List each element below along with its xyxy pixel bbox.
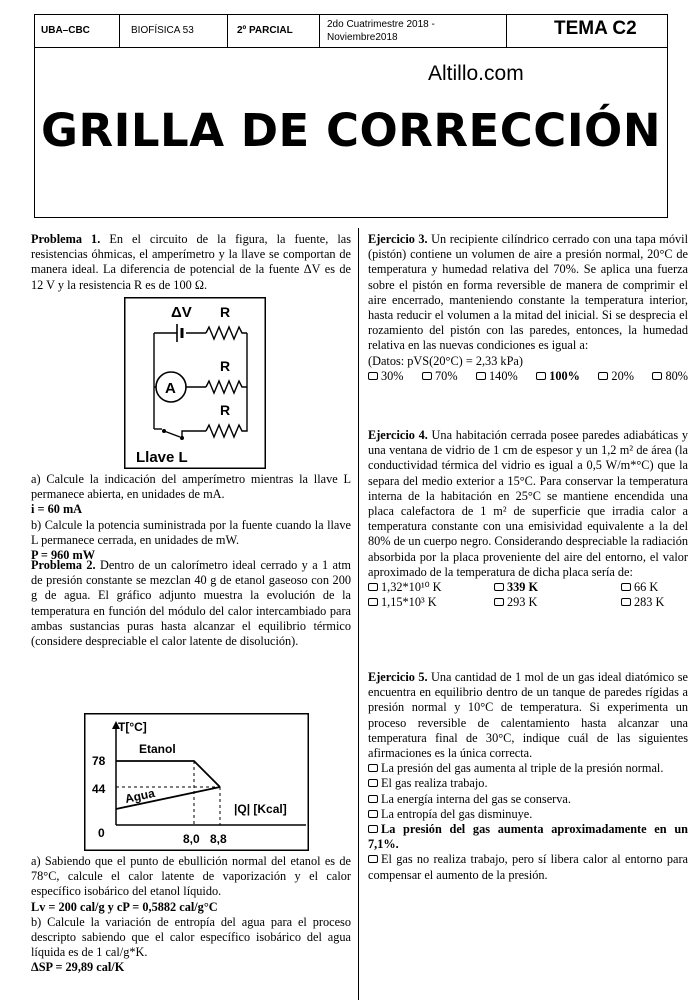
ejercicio-4-options: [368, 580, 688, 610]
option[interactable]: 283 K: [621, 595, 688, 610]
x-tick-8-0: 8,0: [183, 832, 200, 846]
ejercicio-4-heading: Ejercicio 4.: [368, 428, 428, 442]
ejercicio-4: [368, 428, 688, 610]
problema-2-question-b: b) Calcule la variación de entropía del agua para el proceso descripto sabiendo que el calor específico isobárico del agua líquida es de 1 cal/g*K.: [31, 914, 351, 960]
problema-1-questions: [31, 472, 351, 563]
watermark: Altillo.com: [428, 62, 524, 85]
period: [327, 18, 487, 44]
ejercicio-3-text: Un recipiente cilíndrico cerrado con una tapa móvil (pistón) contiene un volumen de aire a presión normal, 20°C de temperatura y humedad relativa del 70%. Se aplica una fuerza sobre el pistón en forma reversible de manera de comprimir el aire encerrado, manteniendo constante la temperatura interior, hasta reducir el volumen a la mitad del inicial. Si se desprecia el rozamiento del pistón con las paredes, entonces, la humedad relativa en las nuevas condiciones es igual a:: [368, 232, 688, 353]
series-agua-label: Agua: [123, 786, 156, 806]
ejercicio-3-heading: Ejercicio 3.: [368, 232, 428, 246]
option[interactable]: La presión del gas aumenta al triple de la presión normal.: [368, 761, 688, 776]
ejercicio-5: [368, 670, 688, 883]
ejercicio-5-statement: [368, 670, 688, 761]
checkbox-icon[interactable]: [368, 795, 378, 803]
checkbox-icon[interactable]: [368, 764, 378, 772]
resistor-label: R: [220, 402, 231, 418]
problema-1-statement: [31, 232, 351, 293]
ammeter-label: A: [165, 380, 176, 397]
period-line-2: Noviembre2018: [327, 32, 398, 43]
checkbox-icon[interactable]: [368, 825, 378, 833]
ejercicio-3: [368, 232, 688, 384]
checkbox-icon[interactable]: [368, 779, 378, 787]
page-title: GRILLA DE CORRECCIÓN: [41, 104, 661, 157]
problema-2-text: Dentro de un calorímetro ideal cerrado y a 1 atm de presión constante se mezclan 40 g de etanol gaseoso con 200 g de agua. El gráfico adjunto muestra la evolución de la temperatura en función del módulo del calor intercambiado para ambas sustancias puras hasta alcanzar el equilibrio térmico (considere despreciable el calor latente de disolución).: [31, 558, 351, 649]
checkbox-icon[interactable]: [368, 598, 378, 606]
resistor-label: R: [220, 358, 231, 374]
ejercicio-4-statement: [368, 428, 688, 580]
option[interactable]: 80%: [652, 369, 688, 384]
option[interactable]: 20%: [598, 369, 634, 384]
checkbox-icon[interactable]: [621, 598, 631, 606]
option[interactable]: 1,15*10³ K: [368, 595, 494, 610]
ejercicio-3-statement: [368, 232, 688, 354]
option[interactable]: 293 K: [494, 595, 621, 610]
ejercicio-5-text: Una cantidad de 1 mol de un gas ideal diatómico se encuentra en equilibrio dentro de un tanque de paredes rígidas a presión normal y 10°C de temperatura. Si experimenta un proceso reversible de calentamiento hasta alcanzar una temperatura final de 30°C, indique cuál de las siguientes afirmaciones es la única correcta.: [368, 670, 688, 761]
checkbox-icon[interactable]: [621, 583, 631, 591]
ejercicio-3-datos: (Datos: pVS(20°C) = 2,33 kPa): [368, 353, 523, 368]
option[interactable]: 70%: [422, 369, 458, 384]
circuit-diagram: [124, 297, 266, 469]
problema-2-answer-b: ΔSP = 29,89 cal/K: [31, 960, 125, 975]
period-line-1: 2do Cuatrimestre 2018 -: [327, 19, 435, 30]
institution: UBA–CBC: [41, 25, 90, 36]
temperature-graph: [84, 713, 309, 851]
checkbox-icon[interactable]: [368, 372, 378, 380]
option[interactable]: 30%: [368, 369, 404, 384]
divider: [227, 15, 228, 47]
problema-2: [31, 558, 351, 649]
title-box: [34, 48, 668, 218]
checkbox-icon[interactable]: [368, 583, 378, 591]
x-axis-label: |Q| [Kcal]: [234, 802, 287, 816]
source-label: ΔV: [171, 304, 192, 321]
exam-name: 2º PARCIAL: [237, 25, 293, 36]
problema-1-answer-a: i = 60 mA: [31, 502, 83, 517]
checkbox-icon[interactable]: [494, 598, 504, 606]
exam-header: [34, 14, 668, 48]
option[interactable]: 66 K: [621, 580, 688, 595]
divider: [119, 15, 120, 47]
problema-1-question-a: a) Calcule la indicación del amperímetro mientras la llave L permanece abierta, en unidades de mA.: [31, 472, 351, 502]
option-correct[interactable]: 339 K: [494, 580, 621, 595]
switch-label: Llave L: [136, 449, 188, 466]
y-tick-78: 78: [92, 754, 106, 768]
y-tick-0: 0: [98, 826, 105, 840]
option[interactable]: El gas realiza trabajo.: [368, 776, 688, 791]
checkbox-icon[interactable]: [536, 372, 546, 380]
checkbox-icon[interactable]: [368, 810, 378, 818]
option[interactable]: El gas no realiza trabajo, pero sí libera calor al entorno para compensar el aumento de la presión.: [368, 852, 688, 882]
y-tick-44: 44: [92, 782, 106, 796]
option-correct[interactable]: 100%: [536, 369, 580, 384]
option[interactable]: La energía interna del gas se conserva.: [368, 792, 688, 807]
divider: [319, 15, 320, 47]
problema-1-heading: Problema 1.: [31, 232, 101, 246]
problema-1-text: En el circuito de la figura, la fuente, las resistencias óhmicas, el amperímetro y la llave se comportan de manera ideal. La diferencia de potencial de la fuente ΔV es de 12 V y la resistencia R es de 100 Ω.: [31, 232, 351, 292]
problema-2-heading: Problema 2.: [31, 558, 96, 572]
divider: [506, 15, 507, 47]
option[interactable]: La entropía del gas disminuye.: [368, 807, 688, 822]
series-etanol-label: Etanol: [139, 742, 176, 756]
problema-2-question-a: a) Sabiendo que el punto de ebullición normal del etanol es de 78°C, calcule el calor latente de vaporización y el calor específico isobárico del etanol líquido.: [31, 854, 351, 899]
checkbox-icon[interactable]: [494, 583, 504, 591]
problema-1-question-b: b) Calcule la potencia suministrada por la fuente cuando la llave L permanece cerrada, en unidades de mW.: [31, 517, 351, 547]
option-correct[interactable]: La presión del gas aumenta aproximadamente en un 7,1%.: [368, 822, 688, 852]
checkbox-icon[interactable]: [476, 372, 486, 380]
ejercicio-3-options: [368, 369, 688, 384]
option[interactable]: 140%: [476, 369, 518, 384]
checkbox-icon[interactable]: [652, 372, 662, 380]
problema-1-answer-b: P = 960 mW: [31, 548, 96, 563]
problema-1: [31, 232, 351, 293]
tema-label: TEMA C2: [554, 18, 637, 39]
problema-2-questions: [31, 854, 351, 976]
column-divider: [358, 228, 359, 1000]
ejercicio-5-heading: Ejercicio 5.: [368, 670, 428, 684]
x-tick-8-8: 8,8: [210, 832, 227, 846]
resistor-label: R: [220, 304, 231, 320]
checkbox-icon[interactable]: [598, 372, 608, 380]
option[interactable]: 1,32*10¹⁰ K: [368, 580, 494, 595]
checkbox-icon[interactable]: [368, 855, 378, 863]
problema-2-statement: [31, 558, 351, 649]
ejercicio-4-text: Una habitación cerrada posee paredes adiabáticas y una ventana de vidrio de 1 cm de espesor y un 1,2 m² de área (la conductividad térmica del vidrio es igual a 0,5 W/m*°C) que la separa del medio exterior a 15°C. Para conservar la temperatura interna de la habitación en 25°C se mantiene encendida una placa calefactora de 1 m² de superficie que irradia calor a temperatura constante con una emisividad equivalente a la del 80% de un cuerpo negro. Considerando despreciable la radiación absorbida por la placa proveniente del aire del entorno, el valor aproximado de la temperatura de dicha placa sería de:: [368, 428, 689, 579]
checkbox-icon[interactable]: [422, 372, 432, 380]
y-axis-label: T[°C]: [118, 720, 147, 734]
subject: BIOFÍSICA 53: [131, 25, 194, 36]
problema-2-answer-a: Lv = 200 cal/g y cP = 0,5882 cal/g°C: [31, 899, 218, 914]
